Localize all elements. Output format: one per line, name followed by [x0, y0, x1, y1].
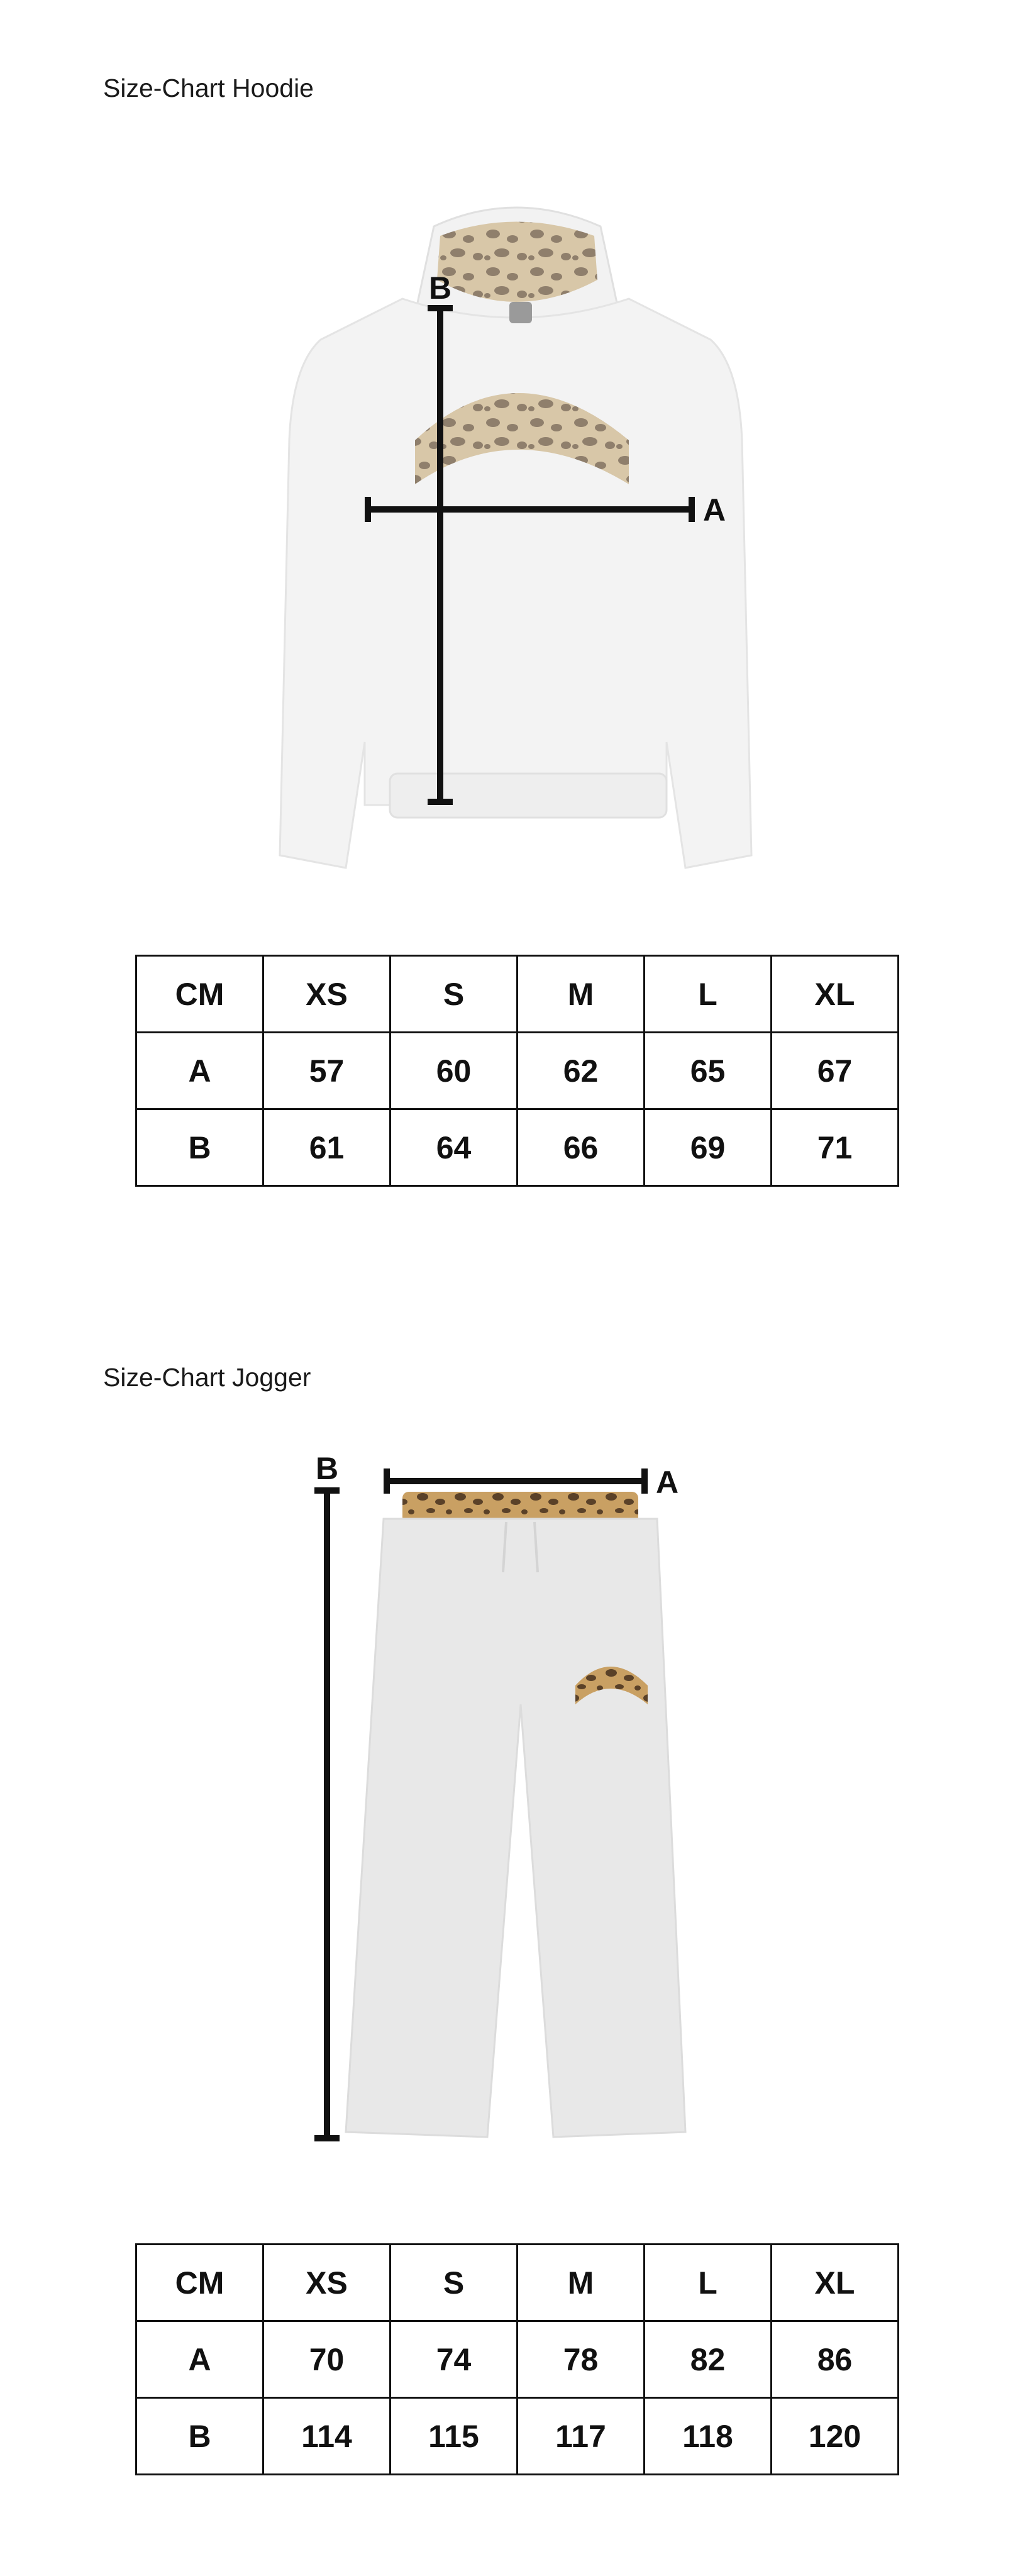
table-cell: A — [136, 1033, 263, 1109]
hoodie-waistband — [390, 774, 667, 818]
jogger-size-table — [135, 2243, 899, 2475]
table-cell: 117 — [518, 2398, 645, 2475]
table-cell: CM — [136, 2245, 263, 2321]
hoodie-size-table — [135, 955, 899, 1187]
table-row — [136, 1109, 899, 1186]
table-row — [136, 1033, 899, 1109]
table-cell: 78 — [518, 2321, 645, 2398]
jogger-section-title: Size-Chart Jogger — [103, 1363, 311, 1392]
table-cell: XS — [263, 956, 390, 1033]
jogger-diagram — [0, 1440, 1030, 2163]
table-cell: 57 — [263, 1033, 390, 1109]
table-cell: XL — [772, 956, 899, 1033]
table-header-row — [136, 956, 899, 1033]
table-cell: 65 — [645, 1033, 772, 1109]
table-cell: 82 — [645, 2321, 772, 2398]
table-cell: 86 — [772, 2321, 899, 2398]
jogger-measure-b-label: B — [316, 1451, 339, 1486]
hoodie-section-title: Size-Chart Hoodie — [103, 74, 314, 103]
hoodie-illustration — [0, 189, 1030, 893]
hoodie-measure-a-label: A — [703, 492, 726, 528]
table-header-row — [136, 2245, 899, 2321]
table-cell: 61 — [263, 1109, 390, 1186]
jogger-measure-a-label: A — [656, 1465, 679, 1500]
table-row — [136, 2398, 899, 2475]
table-cell: 74 — [390, 2321, 518, 2398]
hoodie-measure-b-label: B — [429, 270, 452, 306]
table-cell: 62 — [518, 1033, 645, 1109]
table-cell: 114 — [263, 2398, 390, 2475]
hood-lining — [437, 222, 597, 303]
hoodie-diagram — [0, 189, 1030, 893]
hoodie-neck-tag — [509, 302, 532, 323]
table-cell: L — [645, 2245, 772, 2321]
table-cell: CM — [136, 956, 263, 1033]
table-cell: 67 — [772, 1033, 899, 1109]
table-cell: B — [136, 2398, 263, 2475]
table-cell: S — [390, 956, 518, 1033]
table-cell: 120 — [772, 2398, 899, 2475]
table-cell: XS — [263, 2245, 390, 2321]
table-cell: 60 — [390, 1033, 518, 1109]
table-cell: S — [390, 2245, 518, 2321]
jogger-illustration — [0, 1440, 1030, 2163]
table-cell: M — [518, 2245, 645, 2321]
table-cell: 69 — [645, 1109, 772, 1186]
jogger-legs — [346, 1519, 685, 2137]
table-cell: 70 — [263, 2321, 390, 2398]
table-cell: XL — [772, 2245, 899, 2321]
table-row — [136, 2321, 899, 2398]
table-cell: M — [518, 956, 645, 1033]
table-cell: 64 — [390, 1109, 518, 1186]
table-cell: 115 — [390, 2398, 518, 2475]
table-cell: 71 — [772, 1109, 899, 1186]
table-cell: L — [645, 956, 772, 1033]
table-cell: 66 — [518, 1109, 645, 1186]
table-cell: A — [136, 2321, 263, 2398]
table-cell: B — [136, 1109, 263, 1186]
table-cell: 118 — [645, 2398, 772, 2475]
